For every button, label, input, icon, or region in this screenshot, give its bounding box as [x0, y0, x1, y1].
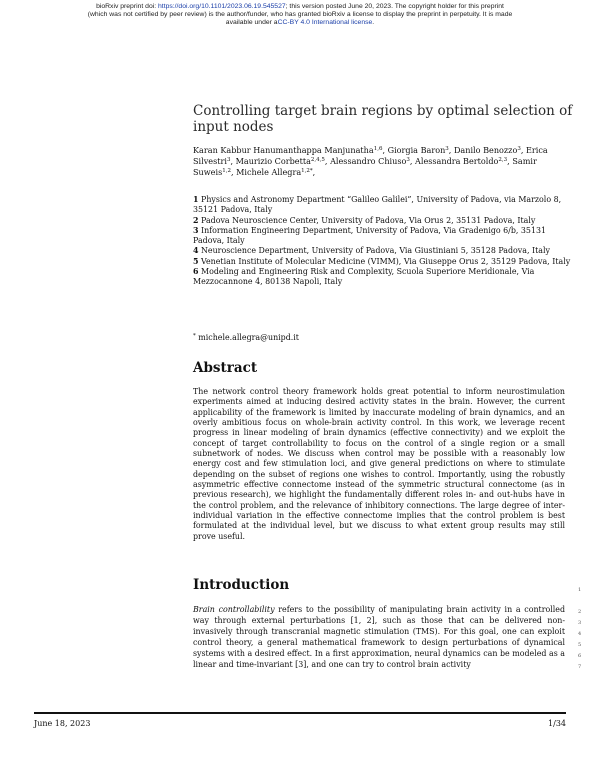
affiliation-item: 1 Physics and Astronomy Department “Galileo Galilei”, University of Padova, via Marzolo 8, 35121 Padova, Italy [193, 195, 562, 215]
banner-line-3: available under aCC-BY 4.0 International license. [225, 19, 375, 27]
line-number: 5 [578, 642, 582, 648]
affiliation-item: 3 Information Engineering Department, University of Padova, Via Gradenigo 6/b, 35131 Padova, Italy [193, 225, 547, 246]
abstract-body: The network control theory framework holds great potential to inform neurostimulation experiments aimed at inducing desired activity states in the brain. However, the current applicability of the framework is limited by inaccurate modeling of brain dynamics, and an overly ambitious focus on whole-brain activity control. In this work, we leverage recent progress in linear modeling of brain dynamics (effective connectivity) and we exploit the concept of target controllability to focus on the control of a single region or a small subnetwork of nodes. We discuss when control may be possible with a reasonably low energy cost and few stimulation loci, and give general predictions on where to stimulate depending on the subset of regions one wishes to control. Importantly, using the robustly asymmetric effective connectome instead of the symmetric structural connectome (as in previous research), we highlight the fundamentally different roles in- and out-hubs have in the control problem, and the relevance of inhibitory connections. The large degree of inter-individual variation in the effective connectome implies that the control problem is best formulated at the individual level, but we discuss to what extent group results may still prove useful. [193, 387, 565, 541]
preprint-banner [0, 3, 600, 28]
footer-rule [34, 712, 566, 714]
paper-title: Controlling target brain regions by optimal selection of input nodes [193, 103, 573, 135]
introduction-heading: Introduction [193, 577, 290, 593]
line-number: 3 [578, 620, 582, 626]
email-link[interactable]: michele.allegra@unipd.it [198, 333, 299, 342]
license-link[interactable]: CC-BY 4.0 International license [277, 19, 373, 27]
page-number: 1/34 [548, 719, 566, 728]
abstract-heading: Abstract [193, 360, 258, 376]
line-number: 2 [578, 609, 582, 615]
banner-line-2: (which was not certified by peer review) is the author/funder, who has granted bioRxiv a license to display the preprint in perpetuity. It is made [87, 11, 513, 19]
affiliation-item: 4 Neuroscience Department, University of Padova, Via Giustiniani 5, 35128 Padova, Italy [193, 246, 550, 256]
line-number: 7 [578, 664, 582, 670]
affiliation-item: 2 Padova Neuroscience Center, University of Padova, Via Orus 2, 35131 Padova, Italy [193, 215, 536, 225]
affiliation-item: 6 Modeling and Engineering Risk and Complexity, Scuola Superiore Meridionale, Via Mezzocannone 4, 80138 Napoli, Italy [193, 267, 535, 287]
line-number: 4 [578, 631, 582, 637]
banner-line-1: bioRxiv preprint doi: https://doi.org/10.1101/2023.06.19.545527; this version posted June 20, 2023. The copyright holder for this preprint [96, 3, 504, 10]
doi-link[interactable]: https://doi.org/10.1101/2023.06.19.545527 [158, 3, 286, 10]
line-number: 1 [578, 587, 582, 593]
author-list: Karan Kabbur Hanumanthappa Manjunatha$^{1,6}$, Giorgia Baron$^3$, Danilo Benozzo$^3$, Erica Silvestri$^3$, Maurizio Corbetta$^{2,4,5}$, Alessandro Chiuso$^3$, Alessandra Bertoldo$^{2,3}$, Samir Suweis$^{1,2}$, Michele Allegra$^{1,2*}$, [193, 145, 548, 178]
affiliation-list [193, 195, 573, 288]
footer-date: June 18, 2023 [34, 719, 91, 728]
introduction-body: Brain controllability refers to the possibility of manipulating brain activity in a controlled way through external perturbations [1, 2], such as those that can be delivered non-invasively through transcranial magnetic stimulation (TMS). For this goal, one can exploit control theory, a general mathematical framework to design perturbations of dynamical systems with a desired effect. In a first approximation, neural dynamics can be modeled as a linear and time-invariant [3], and one can try to control brain activity [193, 605, 565, 670]
affiliation-item: 5 Venetian Institute of Molecular Medicine (VIMM), Via Giuseppe Orus 2, 35129 Padova, Italy [193, 256, 571, 266]
line-number: 6 [578, 653, 582, 659]
corresponding-email: * michele.allegra@unipd.it [193, 333, 299, 342]
